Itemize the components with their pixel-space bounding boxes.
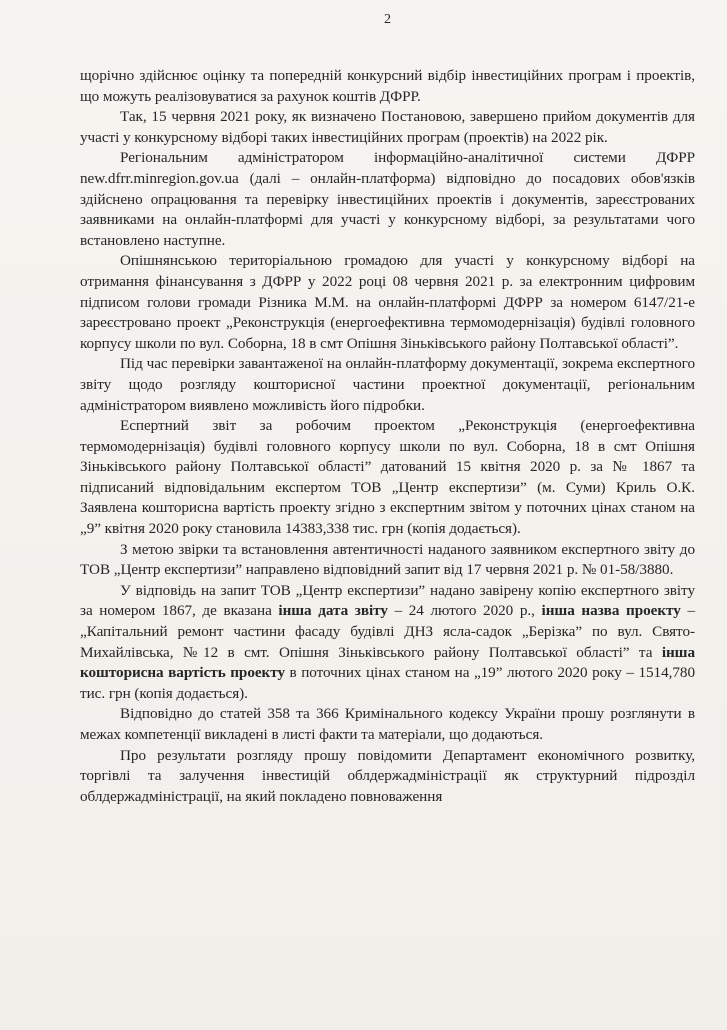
paragraph-5: Під час перевірки завантаженої на онлайн-платформу документації, зокрема експертного звіту щодо розгляду кошторисної частини проектної документації, регіональним адміністратором виявлено можливість його підробки. [80, 355, 695, 414]
paragraph-1: щорічно здійснює оцінку та попередній конкурсний відбір інвестиційних програм і проектів, що можуть реалізовуватися за рахунок коштів ДФРР. [80, 67, 695, 105]
paragraph-8 [80, 581, 695, 705]
paragraph-3: Регіональним адміністратором інформаційно-аналітичної системи ДФРР new.dfrr.minregion.gov.ua (далі – онлайн-платформа) відповідно до посадових обов'язків здійснено опрацювання та перевірку інвестиційних проектів і документів, зареєстрованих заявниками на онлайн-платформі для участі у конкурсному відборі, за результатами чого встановлено наступне. [80, 149, 695, 249]
paragraph-6: Еспертний звіт за робочим проектом „Реконструкція (енергоефективна термомодернізація) будівлі головного корпусу школи по вул. Соборна, 18 в смт Опішня Зіньківського району Полтавської області” датований 15 квітня 2020 р. за № 1867 та підписаний відповідальним експертом ТОВ „Центр експертизи” (м. Суми) Криль О.К. Заявлена кошторисна вартість проекту згідно з експертним звітом у поточних цінах станом на „9” квітня 2020 року становила 14383,338 тис. грн (копія додається). [80, 417, 695, 538]
bold-other-title: інша назва проекту [541, 602, 681, 620]
paragraph-7: З метою звірки та встановлення автентичності наданого заявником експертного звіту до ТОВ „Центр експертизи” направлено відповідний запит від 17 червня 2021 р. № 01-58/3880. [80, 540, 695, 579]
paragraph-8-text-1: У відповідь на запит ТОВ „Центр експертизи” надано завірену копію експертного звіту за номером 1867, де вказана [80, 581, 695, 620]
paragraph-10: Про результати розгляду прошу повідомити Департамент економічного розвитку, торгівлі та залучення інвестицій облдержадміністрації як структурний підрозділ облдержадміністрації, на який покладено повноваження [80, 746, 695, 805]
paragraph-8-text-4: в поточних цінах станом на „19” лютого 2020 року – 1514,780 тис. грн (копія додається). [80, 664, 695, 702]
page-number: 2 [384, 12, 391, 27]
paragraph-8-text-3: – „Капітальний ремонт частини фасаду будівлі ДНЗ ясла-садок „Берізка” по вул. Свято-Михайлівська, №12 в смт. Опішня Зіньківського району Полтавської області” та [80, 602, 695, 661]
bold-other-cost: інша кошторисна вартість проекту [80, 643, 695, 682]
paragraph-4: Опішнянською територіальною громадою для участі у конкурсному відборі на отримання фінансування з ДФРР у 2022 році 08 червня 2021 р. за електронним цифровим підписом голови громади Різника М.М. на онлайн-платформі ДФРР за номером 6147/21-е зареєстровано проект „Реконструкція (енергоефективна термомодернізація) будівлі головного корпусу школи по вул. Соборна, 18 в смт Опішня Зіньківського району Полтавської області”. [80, 252, 695, 352]
paragraph-8-text-2: – 24 лютого 2020 р., [387, 602, 542, 620]
paragraph-9: Відповідно до статей 358 та 366 Кримінального кодексу України прошу розглянути в межах компетенції викладені в листі факти та матеріали, що додаються. [80, 705, 695, 743]
bold-other-date: інша дата звіту [278, 602, 388, 620]
paragraph-2: Так, 15 червня 2021 року, як визначено Постановою, завершено прийом документів для участі у конкурсному відборі таких інвестиційних програм (проектів) на 2022 рік. [80, 108, 695, 146]
